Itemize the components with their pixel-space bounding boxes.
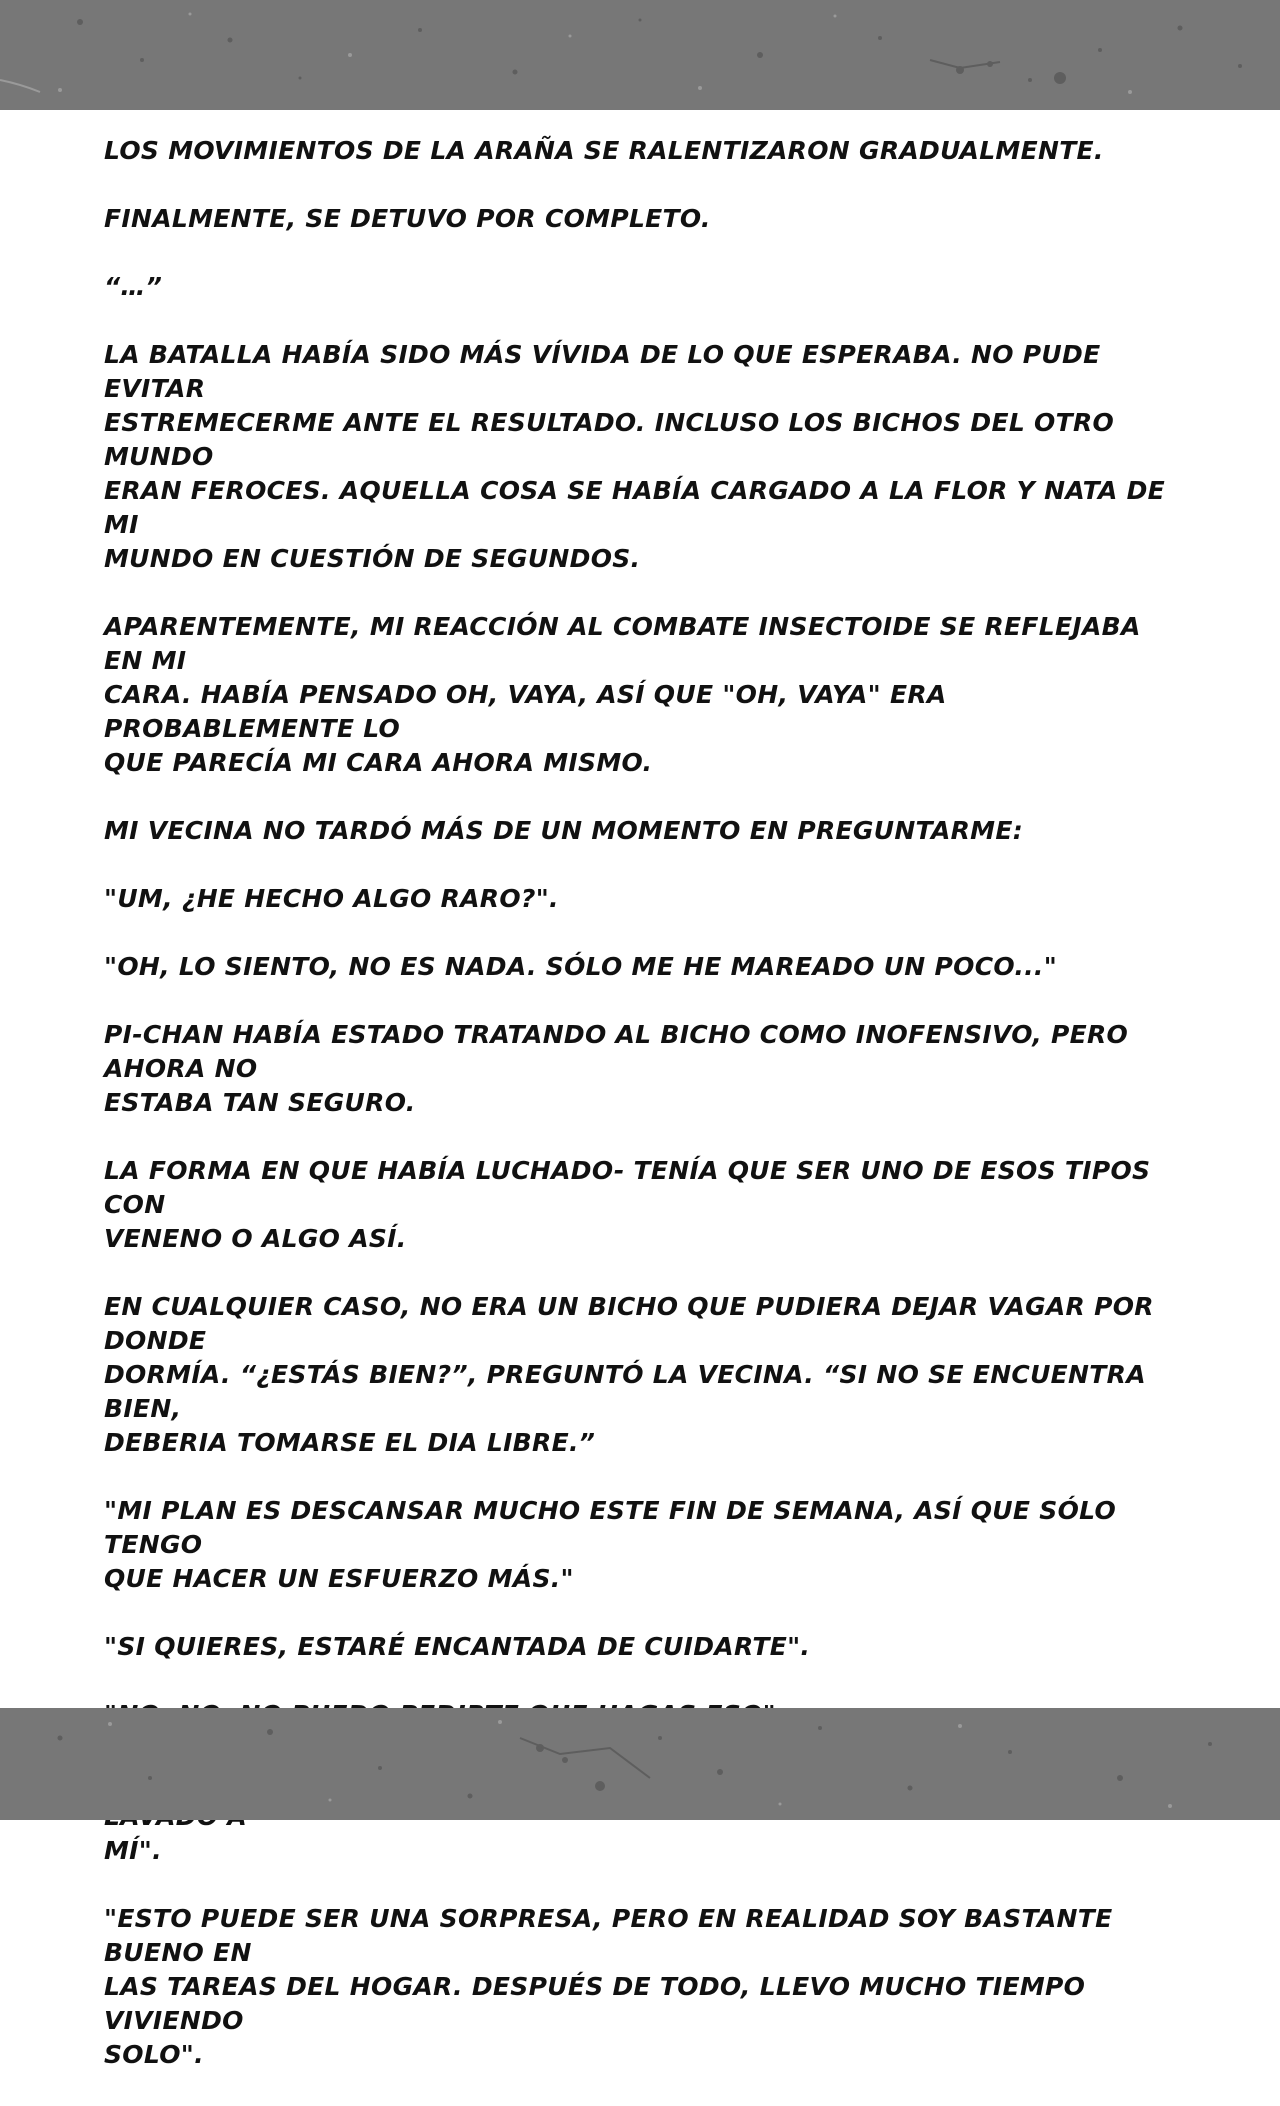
bottom-grunge-border <box>0 1708 1280 1820</box>
paragraph: "OH, LO SIENTO, NO ES NADA. SÓLO ME HE MAREADO UN POCO..." <box>104 952 1058 981</box>
top-grunge-border <box>0 0 1280 110</box>
paragraph: EN CUALQUIER CASO, NO ERA UN BICHO QUE PUDIERA DEJAR VAGAR POR DONDE DORMÍA. “¿ESTÁS BIEN?”, PREGUNTÓ LA VECINA. “SI NO SE ENCUENTRA BIEN, DEBERIA TOMARSE EL DIA LIBRE.” <box>104 1292 1154 1457</box>
paragraph: PI-CHAN HABÍA ESTADO TRATANDO AL BICHO COMO INOFENSIVO, PERO AHORA NO ESTABA TAN SEGURO. <box>104 1020 1129 1117</box>
paragraph: LA BATALLA HABÍA SIDO MÁS VÍVIDA DE LO QUE ESPERABA. NO PUDE EVITAR ESTREMECERME ANTE EL RESULTADO. INCLUSO LOS BICHOS DEL OTRO MUNDO ERAN FEROCES. AQUELLA COSA SE HABÍA CARGADO A LA FLOR Y NATA DE MI MUNDO EN CUESTIÓN DE SEGUNDOS. <box>104 340 1166 573</box>
paragraph: MI VECINA NO TARDÓ MÁS DE UN MOMENTO EN PREGUNTARME: <box>104 816 1024 845</box>
paragraph: LA FORMA EN QUE HABÍA LUCHADO- TENÍA QUE SER UNO DE ESOS TIPOS CON VENENO O ALGO ASÍ. <box>104 1156 1151 1253</box>
paragraph: "SI QUIERES, ESTARÉ ENCANTADA DE CUIDARTE". <box>104 1632 811 1661</box>
paragraph: "MI PLAN ES DESCANSAR MUCHO ESTE FIN DE SEMANA, ASÍ QUE SÓLO TENGO QUE HACER UN ESFUERZO MÁS." <box>104 1496 1117 1593</box>
top-grunge-texture <box>0 0 1280 110</box>
paragraph: "UM, ¿HE HECHO ALGO RARO?". <box>104 884 559 913</box>
paragraph: MÍ". <box>104 1836 162 1865</box>
paragraph: LOS MOVIMIENTOS DE LA ARAÑA SE RALENTIZARON GRADUALMENTE. <box>104 136 1104 165</box>
paragraph: “…” <box>104 272 163 301</box>
paragraph: APARENTEMENTE, MI REACCIÓN AL COMBATE INSECTOIDE SE REFLEJABA EN MI CARA. HABÍA PENSADO OH, VAYA, ASÍ QUE "OH, VAYA" ERA PROBABLEMENTE LO QUE PARECÍA MI CARA AHORA MISMO. <box>104 612 1141 777</box>
bottom-grunge-texture <box>0 1708 1280 1820</box>
paragraph: FINALMENTE, SE DETUVO POR COMPLETO. <box>104 204 711 233</box>
paragraph: "ESTO PUEDE SER UNA SORPRESA, PERO EN REALIDAD SOY BASTANTE BUENO EN LAS TAREAS DEL HOGAR. DESPUÉS DE TODO, LLEVO MUCHO TIEMPO VIVIENDO SOLO". <box>104 1904 1113 2069</box>
